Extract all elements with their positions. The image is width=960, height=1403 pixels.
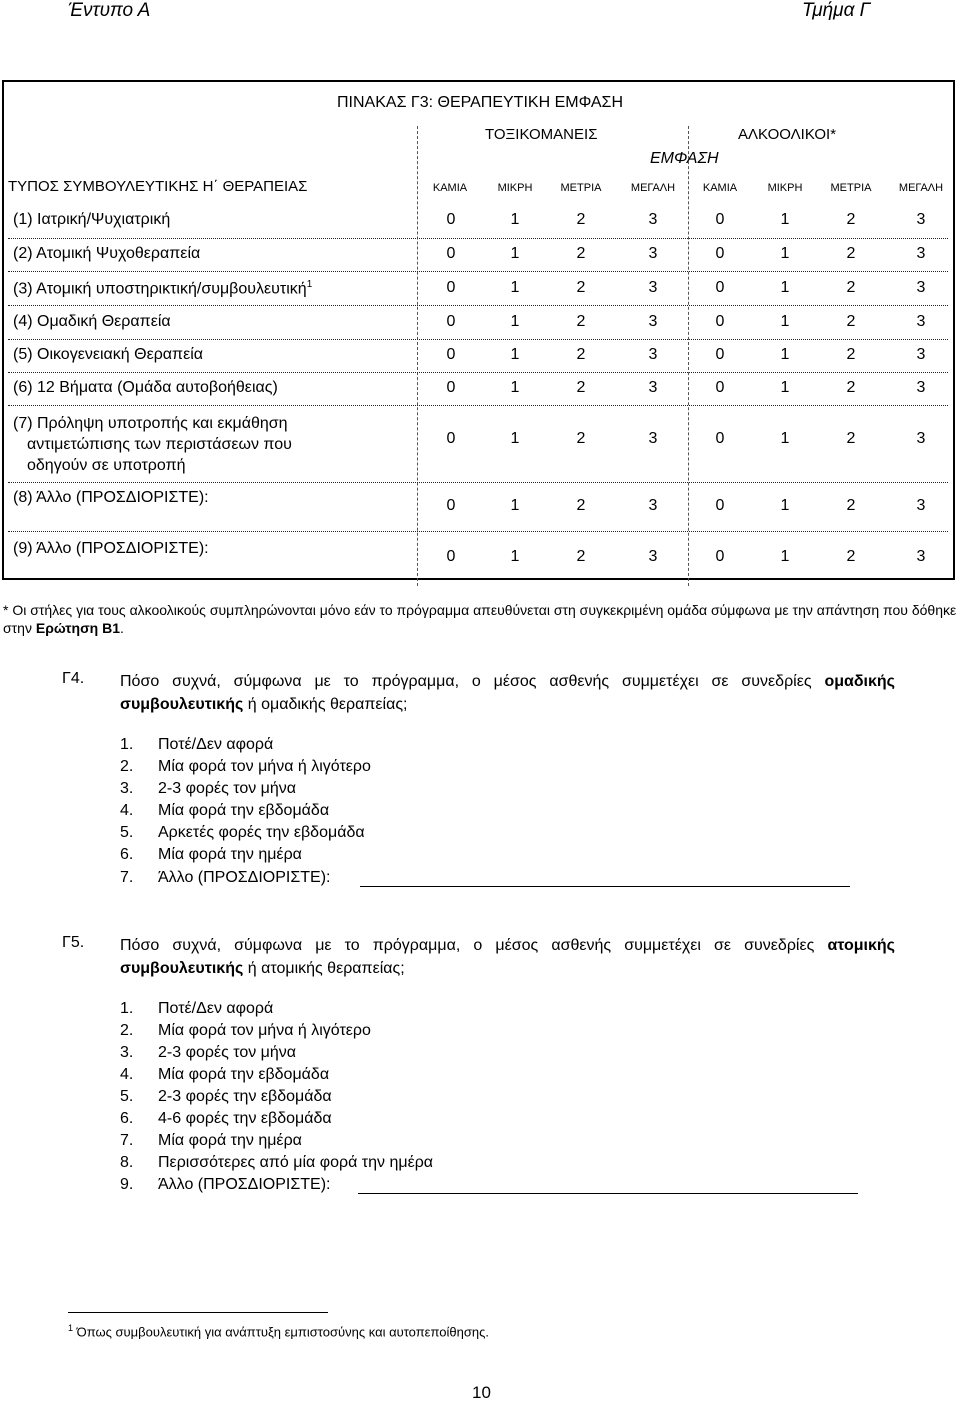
option-number: 7. [120, 869, 134, 886]
option-number: 3. [120, 780, 134, 797]
table-cell: 0 [715, 346, 725, 363]
option-number: 5. [120, 1088, 134, 1105]
row-divider [8, 339, 948, 340]
table-cell: 2 [576, 430, 586, 447]
form-label: Έντυπο Α [68, 0, 151, 21]
row-divider [8, 271, 948, 272]
row-divider [8, 531, 948, 532]
table-cell: 3 [648, 245, 658, 262]
table-cell: 2 [576, 211, 586, 228]
note-end: . [120, 620, 124, 636]
option-label: Μία φορά την ημέρα [158, 846, 302, 863]
table-cell: 2 [846, 313, 856, 330]
table-cell: 3 [916, 430, 926, 447]
table-cell: 1 [780, 279, 790, 296]
table-cell: 0 [446, 313, 456, 330]
table-cell: 1 [780, 346, 790, 363]
table-cell: 0 [715, 548, 725, 565]
table-cell: 0 [446, 379, 456, 396]
table-title: ΠΙΝΑΚΑΣ Γ3: ΘΕΡΑΠΕΥΤΙΚΗ ΕΜΦΑΣΗ [337, 94, 623, 111]
table-cell: 0 [446, 430, 456, 447]
vertical-separator-left [417, 126, 418, 586]
footnote-text: Όπως συμβουλευτική για ανάπτυξη εμπιστοσύνης και αυτοπεποίθησης. [73, 1324, 489, 1340]
row-label-line: οδηγούν σε υποτροπή [27, 457, 186, 474]
question-number: Γ5. [62, 934, 85, 951]
table-cell: 2 [846, 279, 856, 296]
column-header: ΜΙΚΡΗ [497, 182, 533, 194]
table-cell: 1 [510, 346, 520, 363]
row-label: (1) Ιατρική/Ψυχιατρική [13, 211, 171, 228]
option-number: 4. [120, 1066, 134, 1083]
option-label: Άλλο (ΠΡΟΣΔΙΟΡΙΣΤΕ): [158, 869, 331, 886]
option-number: 3. [120, 1044, 134, 1061]
option-label: 2-3 φορές τον μήνα [158, 780, 297, 797]
option-label: 4-6 φορές την εβδομάδα [158, 1110, 332, 1127]
table-cell: 2 [576, 245, 586, 262]
option-label: 2-3 φορές τον μήνα [158, 1044, 297, 1061]
question-text [120, 934, 895, 980]
table-cell: 1 [510, 211, 520, 228]
row-label-line: αντιμετώπισης των περιστάσεων που [27, 436, 292, 453]
row-label: (2) Ατομική Ψυχοθεραπεία [13, 245, 201, 262]
option-number: 9. [120, 1176, 134, 1193]
row-label-text: (3) Ατομική υποστηρικτική/συμβουλευτική [13, 280, 307, 298]
table-cell: 3 [916, 313, 926, 330]
table-cell: 3 [648, 548, 658, 565]
column-header: ΜΕΓΑΛΗ [630, 182, 676, 194]
row-label: (8) Άλλο (ΠΡΟΣΔΙΟΡΙΣΤΕ): [13, 489, 209, 506]
footnote-marker: 1 [68, 1323, 74, 1333]
table-cell: 1 [780, 497, 790, 514]
option-number: 2. [120, 1022, 134, 1039]
table-cell: 2 [846, 379, 856, 396]
question-emphasis: ατομικής συμβουλευτικής [120, 937, 895, 977]
note-text: * Οι στήλες για τους αλκοολικούς συμπληρώνονται μόνο εάν το πρόγραμμα απευθύνεται στη συγκεκριμένη ομάδα σύμφωνα με την απάντηση που δόθηκε στην [3, 602, 957, 636]
option-number: 8. [120, 1154, 134, 1171]
table-cell: 1 [780, 548, 790, 565]
option-label: Ποτέ/Δεν αφορά [158, 736, 274, 753]
option-label: Μία φορά την εβδομάδα [158, 1066, 330, 1083]
table-cell: 2 [846, 211, 856, 228]
row-divider [8, 482, 948, 483]
table-cell: 1 [510, 379, 520, 396]
table-cell: 3 [916, 211, 926, 228]
table-cell: 1 [510, 245, 520, 262]
table-cell: 2 [846, 548, 856, 565]
table-cell: 1 [510, 430, 520, 447]
table-cell: 0 [715, 279, 725, 296]
table-cell: 0 [446, 497, 456, 514]
table-cell: 0 [715, 211, 725, 228]
table-cell: 2 [576, 497, 586, 514]
column-header: ΜΙΚΡΗ [767, 182, 803, 194]
option-label: Άλλο (ΠΡΟΣΔΙΟΡΙΣΤΕ): [158, 1176, 331, 1193]
table-cell: 3 [916, 279, 926, 296]
option-label: Μία φορά τον μήνα ή λιγότερο [158, 1022, 371, 1039]
question-text-start: Πόσο συχνά, σύμφωνα με το πρόγραμμα, ο μέσος ασθενής συμμετέχει σε συνεδρίες [120, 673, 825, 690]
row-label: (9) Άλλο (ΠΡΟΣΔΙΟΡΙΣΤΕ): [13, 540, 209, 557]
row-divider [8, 372, 948, 373]
table-cell: 1 [510, 313, 520, 330]
table-cell: 3 [648, 379, 658, 396]
table-cell: 1 [510, 497, 520, 514]
table-cell: 1 [780, 313, 790, 330]
group-alcoholics-label: ΑΛΚΟΟΛΙΚΟΙ* [738, 126, 837, 143]
table-cell: 1 [780, 245, 790, 262]
question-text-end: ή ομαδικής θεραπείας; [243, 696, 408, 713]
table-cell: 2 [576, 379, 586, 396]
table-cell: 3 [916, 346, 926, 363]
section-label: Τμήμα Γ [802, 0, 871, 21]
table-cell: 3 [916, 245, 926, 262]
table-cell: 3 [648, 313, 658, 330]
row-label: (5) Οικογενειακή Θεραπεία [13, 346, 204, 363]
option-label: Ποτέ/Δεν αφορά [158, 1000, 274, 1017]
table-cell: 1 [510, 548, 520, 565]
table-cell: 0 [715, 245, 725, 262]
table-cell: 3 [916, 548, 926, 565]
table-cell: 2 [576, 313, 586, 330]
column-header: ΜΕΤΡΙΑ [560, 182, 602, 194]
question-emphasis: ομαδικής συμβουλευτικής [120, 673, 895, 713]
option-number: 1. [120, 1000, 134, 1017]
column-header: ΜΕΓΑΛΗ [898, 182, 944, 194]
vertical-separator-middle [688, 126, 689, 586]
column-header: ΚΑΜΙΑ [432, 182, 468, 194]
row-label [13, 413, 292, 476]
emphasis-label: ΕΜΦΑΣΗ [650, 150, 719, 167]
table-cell: 0 [715, 430, 725, 447]
option-number: 6. [120, 846, 134, 863]
column-header: ΚΑΜΙΑ [702, 182, 738, 194]
question-text [120, 670, 895, 716]
footnote-ref: 1 [306, 279, 313, 290]
row-divider [8, 238, 948, 239]
table-cell: 2 [846, 497, 856, 514]
footnote [68, 1323, 489, 1339]
row-label: (4) Ομαδική Θεραπεία [13, 313, 171, 330]
table-cell: 0 [715, 313, 725, 330]
note-question-ref: Ερώτηση Β1 [35, 620, 121, 636]
alcoholics-note [3, 601, 958, 637]
table-cell: 1 [780, 379, 790, 396]
table-cell: 0 [446, 548, 456, 565]
table-cell: 1 [780, 211, 790, 228]
page-number: 10 [472, 1383, 491, 1402]
table-cell: 3 [648, 279, 658, 296]
table-cell: 2 [576, 548, 586, 565]
option-label: Περισσότερες από μία φορά την ημέρα [158, 1154, 434, 1171]
option-label: Αρκετές φορές την εβδομάδα [158, 824, 365, 841]
table-cell: 3 [648, 211, 658, 228]
table-cell: 1 [510, 279, 520, 296]
option-label: Μία φορά την εβδομάδα [158, 802, 330, 819]
question-text-end: ή ατομικής θεραπείας; [243, 960, 405, 977]
option-label: 2-3 φορές την εβδομάδα [158, 1088, 332, 1105]
option-number: 7. [120, 1132, 134, 1149]
table-cell: 3 [648, 346, 658, 363]
group-addicts-label: ΤΟΞΙΚΟΜΑΝΕΙΣ [485, 126, 598, 143]
row-divider [8, 305, 948, 306]
option-number: 2. [120, 758, 134, 775]
specify-answer-line[interactable] [358, 1193, 858, 1194]
table-cell: 2 [846, 245, 856, 262]
table-cell: 0 [715, 379, 725, 396]
table-cell: 0 [446, 211, 456, 228]
option-number: 6. [120, 1110, 134, 1127]
row-label: (6) 12 Βήματα (Ομάδα αυτοβοήθειας) [13, 379, 278, 396]
table-cell: 2 [576, 346, 586, 363]
option-label: Μία φορά τον μήνα ή λιγότερο [158, 758, 371, 775]
option-number: 4. [120, 802, 134, 819]
table-cell: 2 [846, 430, 856, 447]
option-number: 1. [120, 736, 134, 753]
footnote-separator [68, 1312, 328, 1313]
row-label [13, 279, 312, 298]
row-divider [8, 405, 948, 406]
question-text-start: Πόσο συχνά, σύμφωνα με το πρόγραμμα, ο μέσος ασθενής συμμετέχει σε συνεδρίες [120, 937, 828, 954]
table-cell: 0 [446, 245, 456, 262]
option-number: 5. [120, 824, 134, 841]
table-cell: 3 [648, 497, 658, 514]
table-cell: 0 [446, 346, 456, 363]
table-cell: 3 [648, 430, 658, 447]
table-cell: 3 [916, 497, 926, 514]
row-label-line: (7) Πρόληψη υποτροπής και εκμάθηση [13, 415, 288, 432]
question-number: Γ4. [62, 670, 85, 687]
therapy-type-label: ΤΥΠΟΣ ΣΥΜΒΟΥΛΕΥΤΙΚΗΣ Η΄ ΘΕΡΑΠΕΙΑΣ [8, 178, 308, 195]
table-cell: 3 [916, 379, 926, 396]
table-cell: 1 [780, 430, 790, 447]
option-label: Μία φορά την ημέρα [158, 1132, 302, 1149]
table-cell: 0 [446, 279, 456, 296]
column-header: ΜΕΤΡΙΑ [830, 182, 872, 194]
table-cell: 0 [715, 497, 725, 514]
table-cell: 2 [576, 279, 586, 296]
table-cell: 2 [846, 346, 856, 363]
specify-answer-line[interactable] [360, 886, 850, 887]
